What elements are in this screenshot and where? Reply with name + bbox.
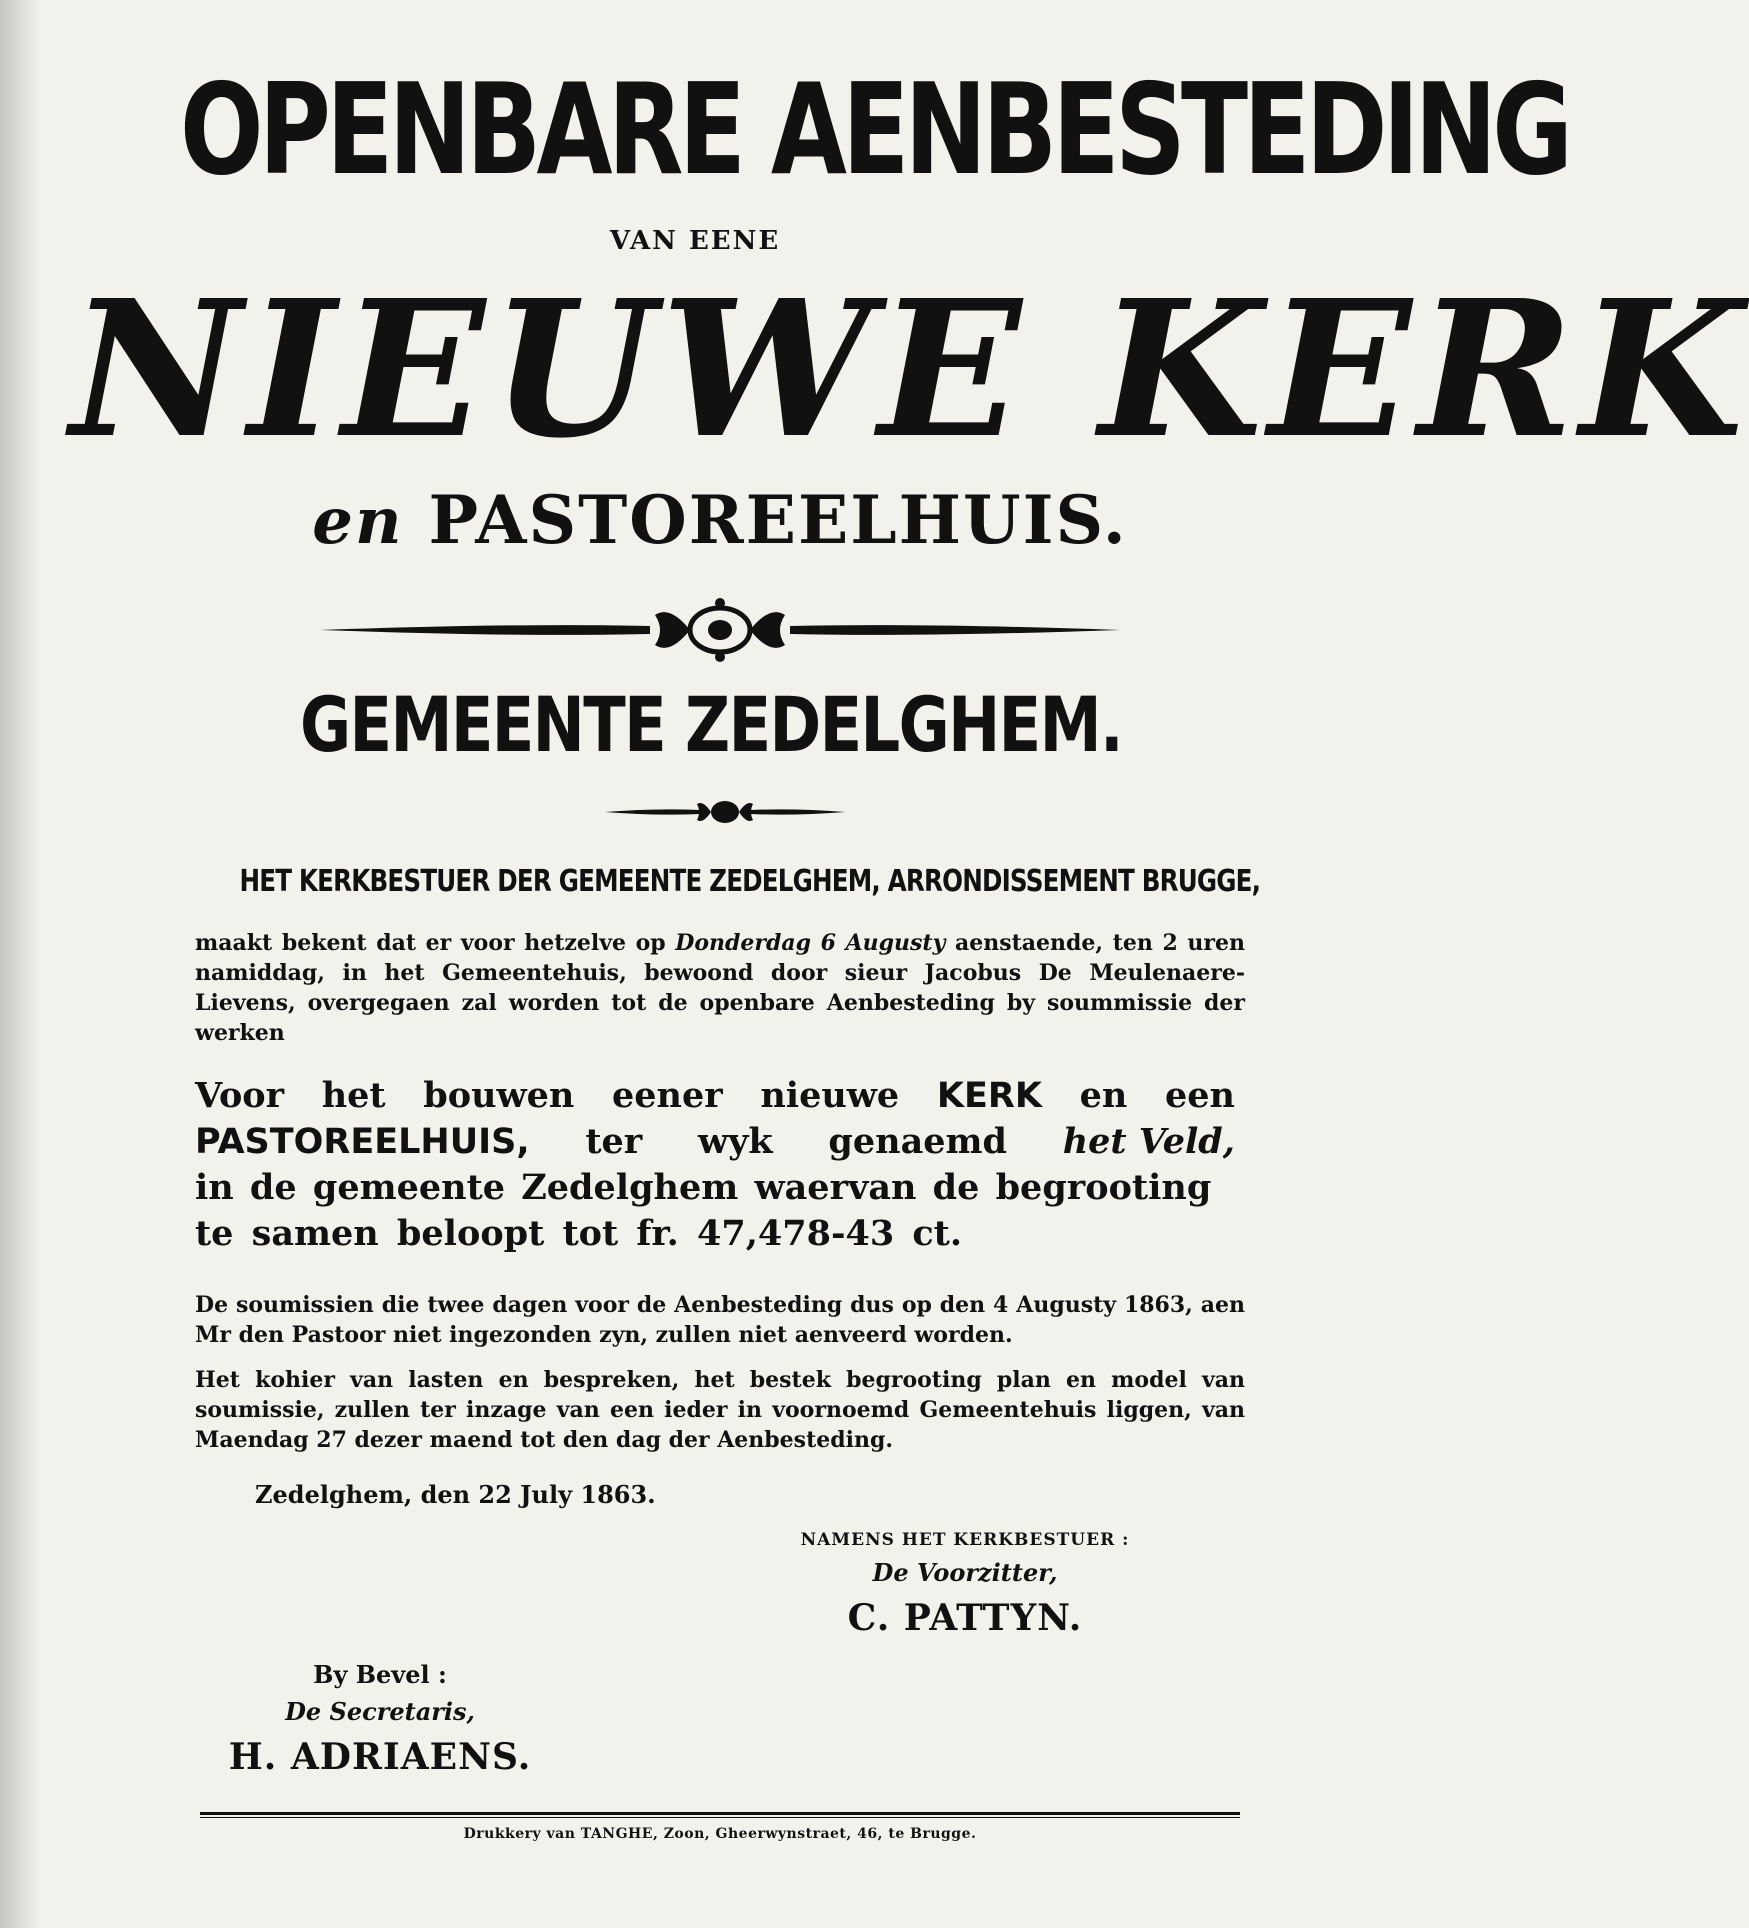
ornament-divider-small [605, 792, 845, 832]
title-nieuwe-kerk: NIEUWE KERK [70, 259, 1749, 480]
main-text-line-3: in de gemeente Zedelghem waervan de begrooting [195, 1167, 1212, 1208]
place-and-date: Zedelghem, den 22 July 1863. [255, 1480, 656, 1509]
secretary-role: De Secretaris, [285, 1697, 475, 1726]
title-van-eene: VAN EENE [609, 226, 781, 256]
main-text-line-1: Voor het bouwen eener nieuwe KERK en een [195, 1075, 1235, 1116]
poster [70, 40, 1749, 1900]
notice-deadline: De soumissien die twee dagen voor de Aenbesteding dus op den 4 Augusty 1863, aen Mr den Pastoor niet ingezonden zyn, zullen niet aenveerd worden. [195, 1292, 1245, 1348]
title-pastoreelhuis [230, 480, 1210, 562]
notice-inspection: Het kohier van lasten en bespreken, het bestek begrooting plan en model van soumissie, zullen ter inzage van een ieder in voornoemd Gemeentehuis liggen, van Maendag 27 dezer maend tot den dag der Aenbesteding. [195, 1367, 1245, 1453]
page-binding-shadow [0, 0, 40, 1928]
main-text-line-4: te samen beloopt tot fr. 47,478-43 ct. [195, 1213, 963, 1254]
municipality-heading: GEMEENTE ZEDELGHEM. [300, 680, 1122, 769]
chairman-role: De Voorzitter, [872, 1558, 1058, 1587]
bottom-rule [200, 1812, 1240, 1815]
signature-block-chairman [730, 1530, 1200, 1639]
secretary-name: H. ADRIAENS. [228, 1736, 532, 1778]
printer-imprint: Drukkery van TANGHE, Zoon, Gheerwynstraet, 46, te Brugge. [463, 1826, 977, 1842]
signature-block-secretary [200, 1660, 560, 1778]
chairman-label: NAMENS HET KERKBESTUER : [800, 1530, 1130, 1550]
secretary-label: By Bevel : [313, 1660, 447, 1689]
title-pastoreelhuis-text: PASTOREELHUIS. [428, 481, 1128, 559]
announcement-paragraph: maakt bekent dat er voor hetzelve op Donderdag 6 Augusty aenstaende, ten 2 uren namiddag, in het Gemeentehuis, bewoond door sieur Jacobus De Meulenaere-Lievens, overgegaen zal worden tot de openbare Aenbesteding by soummissie der werken [195, 930, 1245, 1046]
main-text-line-2: PASTOREELHUIS, ter wyk genaemd het Veld, [195, 1121, 1235, 1162]
ornament-divider-large [320, 595, 1120, 665]
main-text [195, 1073, 1235, 1257]
bottom-rule-thin [200, 1817, 1240, 1818]
auction-date: Donderdag 6 Augusty [675, 930, 946, 956]
issuer-line: HET KERKBESTUER DER GEMEENTE ZEDELGHEM, ARRONDISSEMENT BRUGGE, [239, 864, 1261, 899]
title-en: en [312, 484, 404, 559]
chairman-name: C. PATTYN. [847, 1597, 1083, 1639]
title-openbare-aenbesteding: OPENBARE AENBESTEDING [180, 56, 1569, 203]
